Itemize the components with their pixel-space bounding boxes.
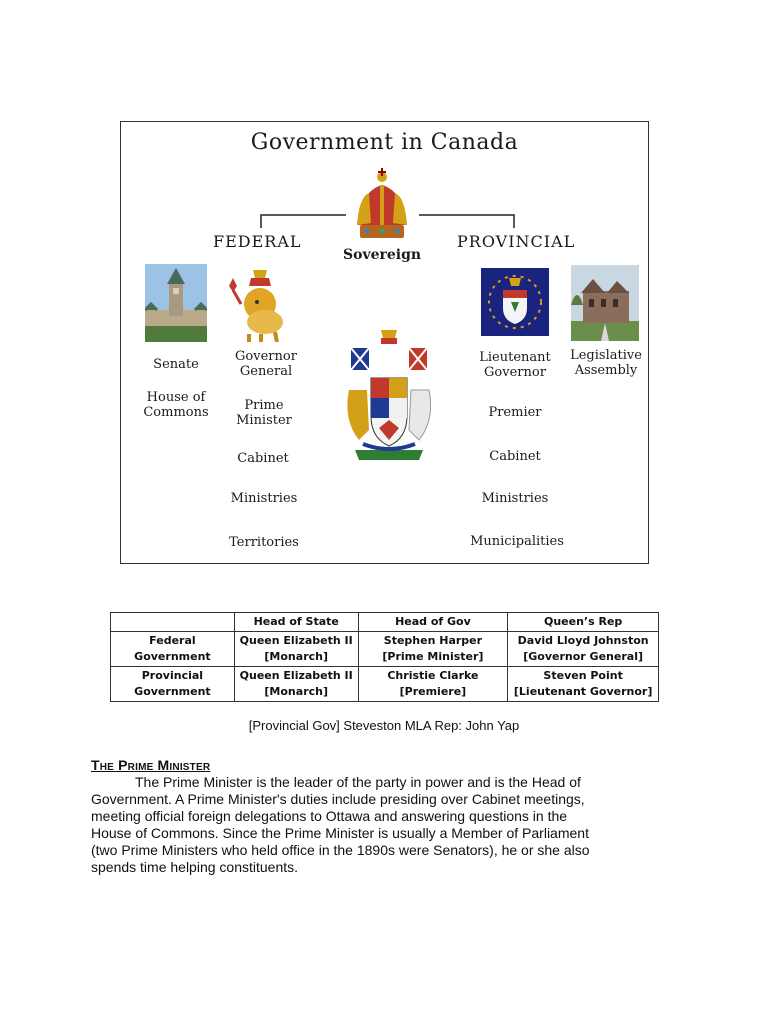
- head-of-gov-name: Stephen Harper: [383, 634, 483, 647]
- head-of-state-role: [Monarch]: [264, 650, 328, 663]
- territories-label: Territories: [229, 535, 299, 550]
- mla-caption: [Provincial Gov] Steveston MLA Rep: John Yap: [248, 718, 520, 733]
- head-of-gov-cell: [358, 632, 508, 667]
- queens-rep-cell: [508, 632, 659, 667]
- house-of-commons-label: House of Commons: [143, 390, 209, 420]
- parliament-building-image: [145, 264, 207, 342]
- legislative-assembly-label: Legislative Assembly: [570, 348, 642, 378]
- head-of-state-role: [Monarch]: [264, 685, 328, 698]
- head-of-state-name: Queen Elizabeth II: [239, 634, 353, 647]
- head-of-gov-role: [Premiere]: [399, 685, 467, 698]
- premier-label: Premier: [488, 405, 542, 420]
- federal-label: FEDERAL: [213, 232, 302, 251]
- governor-general-label: Governor General: [235, 349, 297, 379]
- government-table: [110, 612, 659, 702]
- diagram-title: Government in Canada: [250, 130, 519, 155]
- row-label-cell: Federal Government: [111, 632, 235, 667]
- head-of-gov-role: [Prime Minister]: [382, 650, 484, 663]
- head-of-gov-cell: [358, 667, 508, 702]
- federal-cabinet-label: Cabinet: [237, 451, 289, 466]
- table-header-cell: Queen’s Rep: [508, 613, 659, 632]
- table-row: [111, 667, 659, 702]
- lieutenant-governor-emblem-icon: [481, 268, 549, 336]
- government-diagram: [120, 121, 649, 564]
- queens-rep-name: David Lloyd Johnston: [517, 634, 649, 647]
- table-row: [111, 632, 659, 667]
- coat-of-arms-icon: [341, 320, 437, 468]
- provincial-ministries-label: Ministries: [481, 491, 549, 506]
- federal-ministries-label: Ministries: [230, 491, 298, 506]
- head-of-state-cell: [234, 667, 358, 702]
- head-of-gov-name: Christie Clarke: [387, 669, 479, 682]
- section-paragraph: The Prime Minister is the leader of the party in power and is the Head of Government. A Prime Minister's duties include presiding over Cabinet meetings, meeting official foreign delegations to Ottawa and answering questions in the House of Commons. Since the Prime Minister is usually a Member of Parliament (two Prime Ministers who held office in the 1890s were Senators), he or she also spends time helping constituents.: [91, 774, 590, 875]
- prime-minister-label: Prime Minister: [236, 398, 292, 428]
- table-header-row: [111, 613, 659, 632]
- head-of-state-cell: [234, 632, 358, 667]
- provincial-cabinet-label: Cabinet: [489, 449, 541, 464]
- crown-icon: [347, 163, 417, 243]
- head-of-state-name: Queen Elizabeth II: [239, 669, 353, 682]
- table-header-cell: [111, 613, 235, 632]
- provincial-label: PROVINCIAL: [457, 232, 576, 251]
- sovereign-label: Sovereign: [343, 247, 422, 263]
- row-label-cell: Provincial Government: [111, 667, 235, 702]
- table-header-cell: Head of State: [234, 613, 358, 632]
- municipalities-label: Municipalities: [470, 534, 564, 549]
- queens-rep-name: Steven Point: [543, 669, 623, 682]
- queens-rep-role: [Lieutenant Governor]: [513, 685, 653, 698]
- legislative-assembly-image: [571, 265, 639, 341]
- senate-label: Senate: [153, 357, 199, 372]
- queens-rep-role: [Governor General]: [523, 650, 643, 663]
- lieutenant-governor-label: Lieutenant Governor: [479, 350, 551, 380]
- governor-general-emblem-icon: [227, 264, 293, 342]
- queens-rep-cell: [508, 667, 659, 702]
- section-heading: The Prime Minister: [91, 757, 211, 773]
- table-header-cell: Head of Gov: [358, 613, 508, 632]
